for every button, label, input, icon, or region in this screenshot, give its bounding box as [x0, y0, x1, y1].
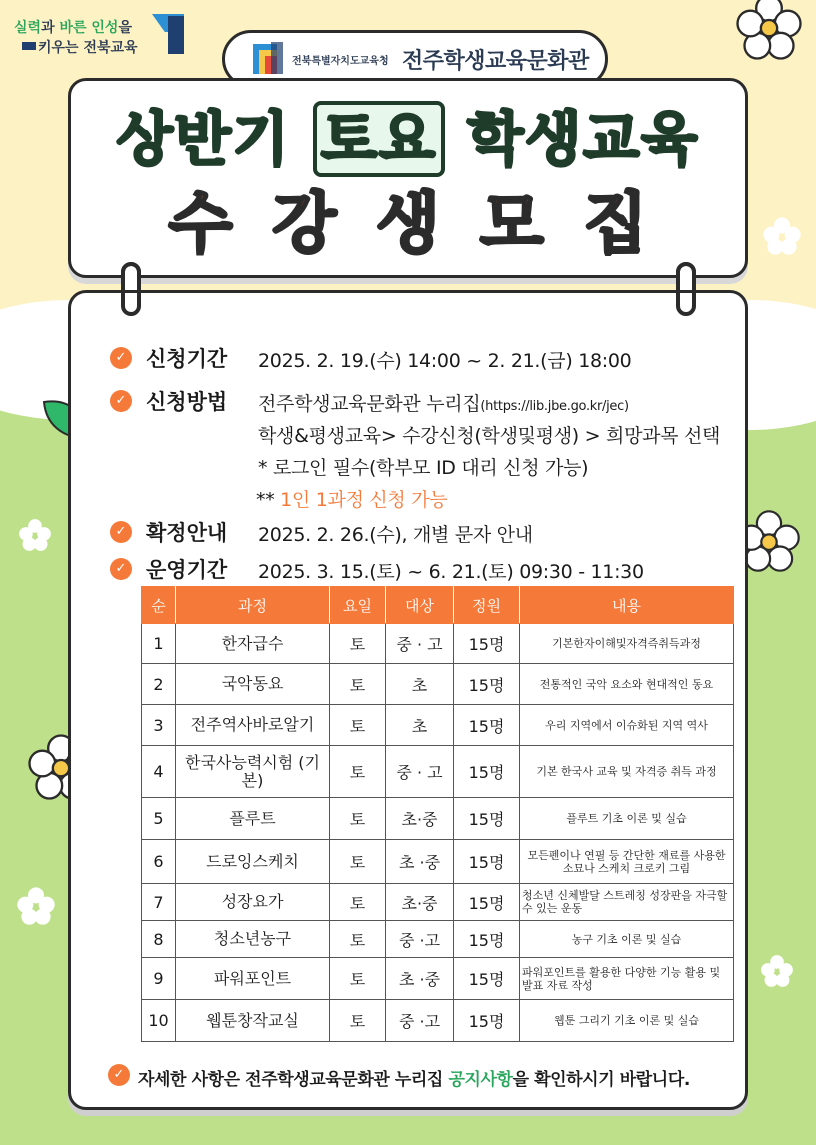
method-note-prefix: ** [256, 489, 281, 511]
cell-content: 청소년 신체발달 스트레칭 성장판을 자극할 수 있는 운동 [520, 884, 734, 921]
slogan-green-2: 바른 인성 [59, 20, 119, 36]
course-table [141, 586, 734, 1042]
cell-capacity: 15명 [454, 840, 520, 884]
table-row [142, 884, 734, 921]
cell-content: 플루트 기초 이론 및 실습 [520, 798, 734, 840]
cell-content: 기본 한국사 교육 및 자격증 취득 과정 [520, 746, 734, 798]
check-icon: ✓ [110, 521, 132, 543]
title-line-1 [68, 104, 748, 174]
cell-no: 7 [142, 884, 176, 921]
title-part-1: 상반기 [116, 105, 291, 173]
cell-no: 9 [142, 958, 176, 1000]
cell-no: 10 [142, 1000, 176, 1042]
check-icon: ✓ [110, 347, 132, 369]
footer-notice-link[interactable]: 공지사항 [448, 1070, 513, 1090]
cell-course: 청소년농구 [176, 921, 330, 958]
cell-course: 한국사능력시험 (기본) [176, 746, 330, 798]
title-part-2: 학생교육 [467, 105, 700, 173]
table-row [142, 705, 734, 746]
method-url[interactable]: (https://lib.jbe.go.kr/jec) [480, 399, 629, 414]
table-row [142, 664, 734, 705]
application-method-line-1 [258, 389, 629, 416]
application-method-line-2: 학생&평생교육> 수강신청(학생및평생) > 희망과목 선택 [258, 425, 721, 447]
footer-prefix: 자세한 사항은 전주학생교육문화관 누리집 [138, 1070, 449, 1090]
cell-no: 5 [142, 798, 176, 840]
title-boxed: 토요 [313, 101, 445, 177]
flower-small-icon [16, 886, 56, 926]
cell-no: 1 [142, 624, 176, 664]
check-icon: ✓ [110, 558, 132, 580]
footer-suffix: 을 확인하시기 바랍니다. [512, 1070, 690, 1090]
ring-right-front [676, 262, 696, 316]
application-method-label: 신청방법 [146, 390, 228, 414]
cell-day: 토 [330, 624, 386, 664]
cell-target: 초 [386, 705, 454, 746]
slogan-arrow-icon [22, 42, 36, 50]
flower-icon [734, 0, 804, 62]
slogan [14, 18, 138, 58]
cell-target: 초·중 [386, 884, 454, 921]
cell-content: 모든펜이나 연필 등 간단한 재료를 사용한 소묘나 스케치 크로키 그림 [520, 840, 734, 884]
operation-period-value: 2025. 3. 15.(토) ~ 6. 21.(토) 09:30 - 11:30 [258, 561, 644, 583]
table-row [142, 840, 734, 884]
cell-capacity: 15명 [454, 921, 520, 958]
cell-target: 초 ·중 [386, 958, 454, 1000]
slogan-logo-bar [168, 16, 184, 54]
cell-course: 파워포인트 [176, 958, 330, 1000]
slogan-end: 을 [118, 20, 132, 36]
cell-capacity: 15명 [454, 664, 520, 705]
cell-capacity: 15명 [454, 798, 520, 840]
cell-capacity: 15명 [454, 746, 520, 798]
cell-capacity: 15명 [454, 884, 520, 921]
application-period-value: 2025. 2. 19.(수) 14:00 ~ 2. 21.(금) 18:00 [258, 350, 632, 372]
cell-course: 드로잉스케치 [176, 840, 330, 884]
table-row [142, 921, 734, 958]
method-note-highlight: 1인 1과정 신청 가능 [280, 489, 448, 511]
cell-day: 토 [330, 921, 386, 958]
table-row [142, 958, 734, 1000]
cell-capacity: 15명 [454, 958, 520, 1000]
operation-period-label: 운영기간 [146, 558, 228, 582]
header-no: 순 [142, 587, 176, 624]
cell-day: 토 [330, 705, 386, 746]
cell-target: 중 · 고 [386, 624, 454, 664]
cell-no: 2 [142, 664, 176, 705]
header-course: 과정 [176, 587, 330, 624]
slogan-line2: 키우는 전북교육 [38, 40, 138, 56]
header-day: 요일 [330, 587, 386, 624]
cell-content: 파워포인트를 활용한 다양한 기능 활용 및 발표 자료 작성 [520, 958, 734, 1000]
cell-day: 토 [330, 840, 386, 884]
cell-content: 전통적인 국악 요소와 현대적인 동요 [520, 664, 734, 705]
cell-course: 플루트 [176, 798, 330, 840]
check-icon: ✓ [108, 1064, 130, 1086]
cell-content: 웹툰 그리기 기초 이론 및 실습 [520, 1000, 734, 1042]
ring-left-front [121, 262, 141, 316]
cell-target: 중 ·고 [386, 921, 454, 958]
agency-name: 전북특별자치도교육청 [292, 56, 389, 67]
cell-capacity: 15명 [454, 705, 520, 746]
flower-small-icon [760, 954, 794, 988]
footer-note [138, 1065, 690, 1090]
center-name: 전주학생교육문화관 [402, 49, 589, 74]
flower-small-icon [762, 216, 802, 256]
cell-course: 한자급수 [176, 624, 330, 664]
cell-target: 초 ·중 [386, 840, 454, 884]
header-target: 대상 [386, 587, 454, 624]
cell-target: 초·중 [386, 798, 454, 840]
center-logo-icon [251, 40, 285, 76]
application-method-line-3: * 로그인 필수(학부모 ID 대리 신청 가능) [258, 457, 589, 479]
cell-day: 토 [330, 664, 386, 705]
method-site: 전주학생교육문화관 누리집 [258, 393, 481, 415]
cell-course: 웹툰창작교실 [176, 1000, 330, 1042]
title-line-2: 수강생모집 [168, 185, 688, 262]
check-icon: ✓ [110, 390, 132, 412]
cell-course: 국악동요 [176, 664, 330, 705]
table-row [142, 746, 734, 798]
header-content: 내용 [520, 587, 734, 624]
cell-content: 기본한자이해및자격즉취득과정 [520, 624, 734, 664]
confirmation-label: 확정안내 [146, 521, 228, 545]
cell-target: 중 · 고 [386, 746, 454, 798]
cell-capacity: 15명 [454, 1000, 520, 1042]
cell-target: 중 ·고 [386, 1000, 454, 1042]
slogan-green-1: 실력 [14, 20, 42, 36]
application-method-line-4 [256, 485, 447, 512]
slogan-mid: 과 [41, 20, 60, 36]
cell-day: 토 [330, 958, 386, 1000]
cell-content: 농구 기초 이론 및 실습 [520, 921, 734, 958]
table-row [142, 798, 734, 840]
cell-day: 토 [330, 746, 386, 798]
cell-day: 토 [330, 884, 386, 921]
cell-no: 6 [142, 840, 176, 884]
cell-day: 토 [330, 798, 386, 840]
confirmation-value: 2025. 2. 26.(수), 개별 문자 안내 [258, 524, 533, 546]
cell-capacity: 15명 [454, 624, 520, 664]
flower-small-icon [18, 518, 52, 552]
cell-day: 토 [330, 1000, 386, 1042]
cell-target: 초 [386, 664, 454, 705]
cell-course: 성장요가 [176, 884, 330, 921]
application-period-label: 신청기간 [146, 347, 228, 371]
cell-no: 4 [142, 746, 176, 798]
header-capacity: 정원 [454, 587, 520, 624]
cell-no: 8 [142, 921, 176, 958]
cell-no: 3 [142, 705, 176, 746]
table-row [142, 1000, 734, 1042]
cell-course: 전주역사바로알기 [176, 705, 330, 746]
table-row [142, 624, 734, 664]
table-header-row [142, 587, 734, 624]
cell-content: 우리 지역에서 이슈화된 지역 역사 [520, 705, 734, 746]
